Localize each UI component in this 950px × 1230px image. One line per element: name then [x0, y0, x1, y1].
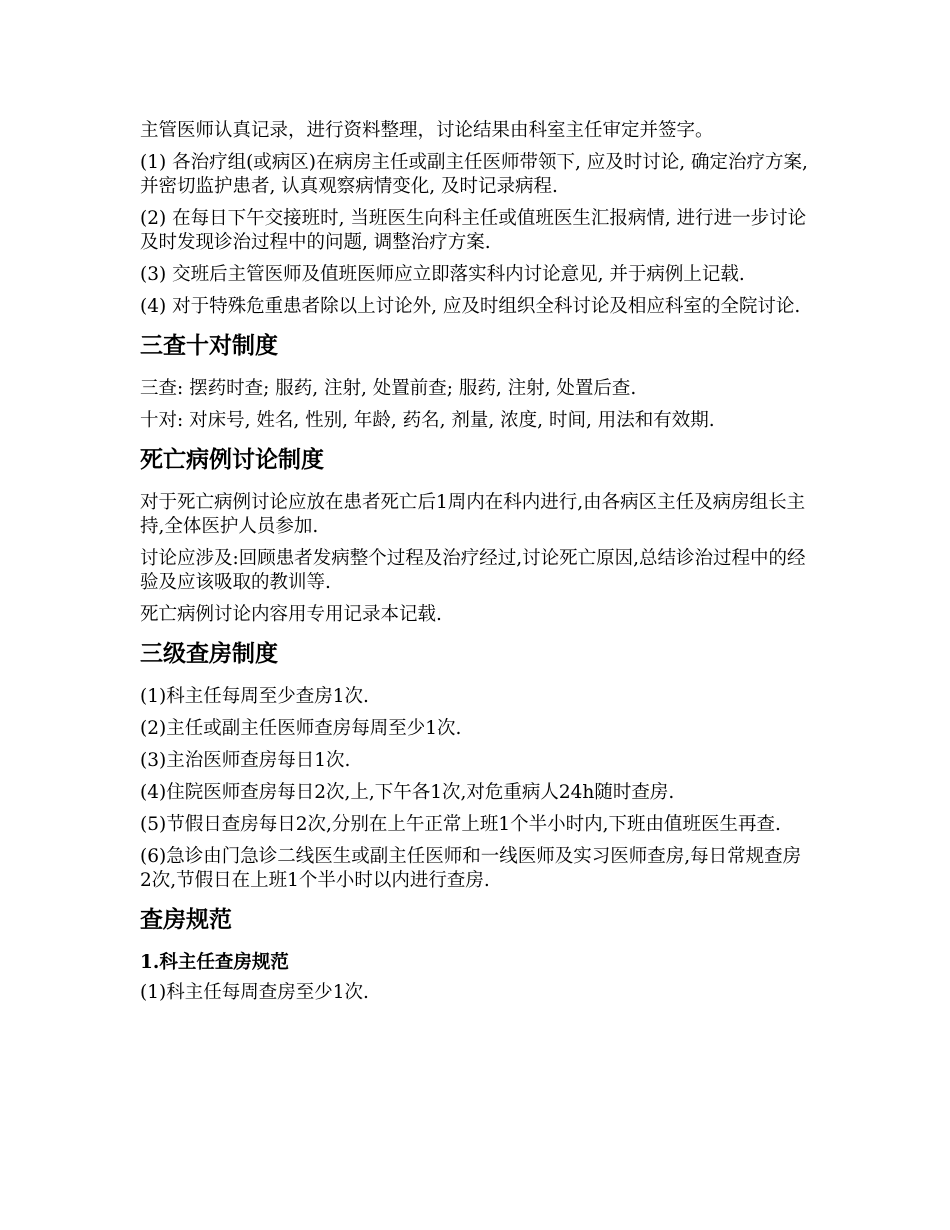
section-title-three-level-rounds: 三级查房制度	[140, 641, 278, 667]
rounds-item-5: (5)节假日查房每日2次,分别在上午正常上班1个半小时内,下班由值班医生再查.	[140, 814, 781, 835]
director-rounds-item-1: (1)科主任每周查房至少1次.	[140, 982, 369, 1003]
rounds-item-1: (1)科主任每周至少查房1次.	[140, 686, 369, 707]
death-case-item-1: 对于死亡病例讨论应放在患者死亡后1周内在科内进行,由各病区主任及病房组长主持,全体医护人员参加.	[140, 492, 806, 537]
rounds-item-2: (2)主任或副主任医师查房每周至少1次.	[140, 718, 462, 739]
section-title-rounds-standard: 查房规范	[140, 907, 232, 933]
rounds-item-3: (3)主治医师查房每日1次.	[140, 750, 351, 771]
intro-item-2: (2) 在每日下午交接班时, 当班医生向科主任或值班医生汇报病情, 进行进一步讨论及时发现诊治过程中的问题, 调整治疗方案.	[140, 208, 807, 253]
three-checks-item-1: 三查: 摆药时查; 服药, 注射, 处置前查; 服药, 注射, 处置后查.	[140, 378, 637, 399]
intro-item-3: (3) 交班后主管医师及值班医师应立即落实科内讨论意见, 并于病例上记载.	[140, 264, 745, 285]
section-title-death-case: 死亡病例讨论制度	[140, 447, 324, 473]
subsection-title-director-rounds: 1.科主任查房规范	[140, 952, 289, 973]
intro-lead: 主管医师认真记录，进行资料整理，讨论结果由科室主任审定并签字。	[140, 120, 714, 141]
rounds-item-4: (4)住院医师查房每日2次,上,下午各1次,对危重病人24h随时查房.	[140, 782, 675, 803]
death-case-item-3: 死亡病例讨论内容用专用记录本记载.	[140, 604, 442, 625]
rounds-item-6: (6)急诊由门急诊二线医生或副主任医师和一线医师及实习医师查房,每日常规查房2次,节假日在上班1个半小时以内进行查房.	[140, 846, 802, 891]
death-case-item-2: 讨论应涉及:回顾患者发病整个过程及治疗经过,讨论死亡原因,总结诊治过程中的经验及应该吸取的教训等.	[140, 548, 806, 593]
intro-item-4: (4) 对于特殊危重患者除以上讨论外, 应及时组织全科讨论及相应科室的全院讨论.	[140, 296, 801, 317]
section-title-three-checks: 三查十对制度	[140, 333, 278, 359]
three-checks-item-2: 十对: 对床号, 姓名, 性别, 年龄, 药名, 剂量, 浓度, 时间, 用法和有效期.	[140, 410, 715, 431]
intro-item-1: (1) 各治疗组(或病区)在病房主任或副主任医师带领下, 应及时讨论, 确定治疗方案, 并密切监护患者, 认真观察病情变化, 及时记录病程.	[140, 152, 808, 197]
